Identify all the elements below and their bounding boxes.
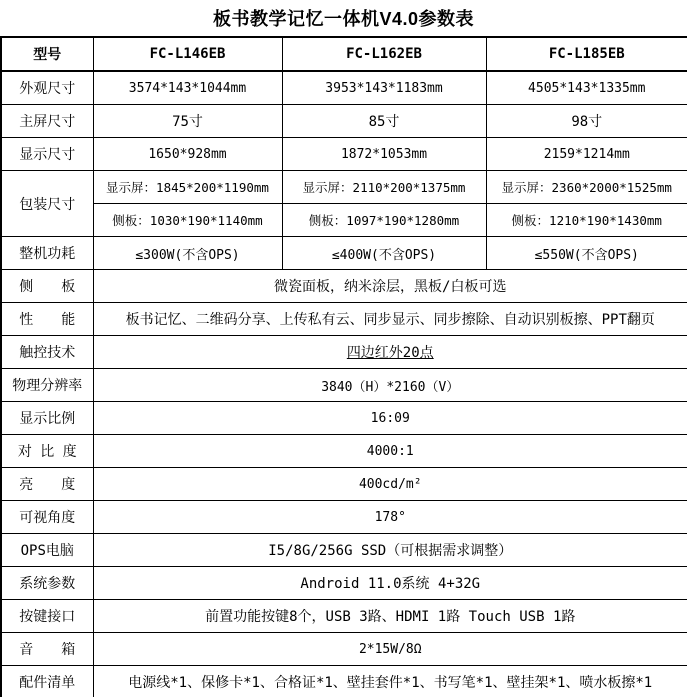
spec-value: 75寸 (93, 105, 282, 138)
spec-value: 电源线*1、保修卡*1、合格证*1、壁挂套件*1、书写笔*1、壁挂架*1、喷水板擦*1 (93, 666, 687, 697)
spec-value: ≤550W(不含OPS) (486, 237, 687, 270)
header-row (1, 37, 687, 71)
row-accessories (1, 666, 687, 697)
row-label: 对 比 度 (1, 435, 93, 468)
spec-value: Android 11.0系统 4+32G (93, 567, 687, 600)
spec-value: 显示屏：2110*200*1375mm (282, 171, 486, 204)
row-label: 性 能 (1, 303, 93, 336)
model-header-cell: FC-L185EB (486, 37, 687, 71)
row-side-panel (1, 270, 687, 303)
spec-value: 侧板：1030*190*1140mm (93, 204, 282, 237)
row-aspect-ratio (1, 402, 687, 435)
spec-value: ≤400W(不含OPS) (282, 237, 486, 270)
row-label: 按键接口 (1, 600, 93, 633)
row-ops-pc (1, 534, 687, 567)
spec-value: 3840（H）*2160（V） (93, 369, 687, 402)
row-label: 配件清单 (1, 666, 93, 697)
model-header-cell: FC-L146EB (93, 37, 282, 71)
spec-value: 侧板：1097*190*1280mm (282, 204, 486, 237)
row-label: OPS电脑 (1, 534, 93, 567)
row-system (1, 567, 687, 600)
row-main-screen (1, 105, 687, 138)
spec-value: I5/8G/256G SSD（可根据需求调整） (93, 534, 687, 567)
spec-value: 3953*143*1183mm (282, 71, 486, 105)
spec-value: 1650*928mm (93, 138, 282, 171)
spec-value: 3574*143*1044mm (93, 71, 282, 105)
spec-value: ≤300W(不含OPS) (93, 237, 282, 270)
spec-value: 显示屏：2360*2000*1525mm (486, 171, 687, 204)
spec-value: 85寸 (282, 105, 486, 138)
row-label: 侧 板 (1, 270, 93, 303)
row-display-size (1, 138, 687, 171)
row-appearance (1, 71, 687, 105)
row-label: 系统参数 (1, 567, 93, 600)
spec-value: 四边红外20点 (93, 336, 687, 369)
spec-value: 98寸 (486, 105, 687, 138)
row-label: 物理分辨率 (1, 369, 93, 402)
row-label: 音 箱 (1, 633, 93, 666)
row-power (1, 237, 687, 270)
row-performance (1, 303, 687, 336)
row-touch-tech (1, 336, 687, 369)
row-speaker (1, 633, 687, 666)
spec-value: 400cd/m² (93, 468, 687, 501)
spec-value: 侧板：1210*190*1430mm (486, 204, 687, 237)
row-label: 触控技术 (1, 336, 93, 369)
row-label: 可视角度 (1, 501, 93, 534)
row-label: 显示尺寸 (1, 138, 93, 171)
row-contrast (1, 435, 687, 468)
spec-value: 微瓷面板，纳米涂层，黑板/白板可选 (93, 270, 687, 303)
spec-value: 2*15W/8Ω (93, 633, 687, 666)
spec-value: 显示屏：1845*200*1190mm (93, 171, 282, 204)
spec-value: 前置功能按键8个，USB 3路、HDMI 1路 Touch USB 1路 (93, 600, 687, 633)
spec-value: 4505*143*1335mm (486, 71, 687, 105)
row-label: 亮 度 (1, 468, 93, 501)
spec-value: 2159*1214mm (486, 138, 687, 171)
row-label: 显示比例 (1, 402, 93, 435)
row-buttons-ports (1, 600, 687, 633)
row-label-model: 型号 (1, 37, 93, 71)
row-label: 外观尺寸 (1, 71, 93, 105)
row-label: 包装尺寸 (1, 171, 93, 237)
row-brightness (1, 468, 687, 501)
row-label: 整机功耗 (1, 237, 93, 270)
spec-value: 4000:1 (93, 435, 687, 468)
spec-value: 1872*1053mm (282, 138, 486, 171)
spec-value: 板书记忆、二维码分享、上传私有云、同步显示、同步擦除、自动识别板擦、PPT翻页 (93, 303, 687, 336)
row-packaging-side (1, 204, 687, 237)
row-viewing-angle (1, 501, 687, 534)
row-resolution (1, 369, 687, 402)
spec-table (0, 36, 687, 697)
row-packaging-display (1, 171, 687, 204)
page-title: 板书教学记忆一体机V4.0参数表 (212, 9, 475, 29)
row-label: 主屏尺寸 (1, 105, 93, 138)
spec-value: 178° (93, 501, 687, 534)
spec-value: 16:09 (93, 402, 687, 435)
model-header-cell: FC-L162EB (282, 37, 486, 71)
